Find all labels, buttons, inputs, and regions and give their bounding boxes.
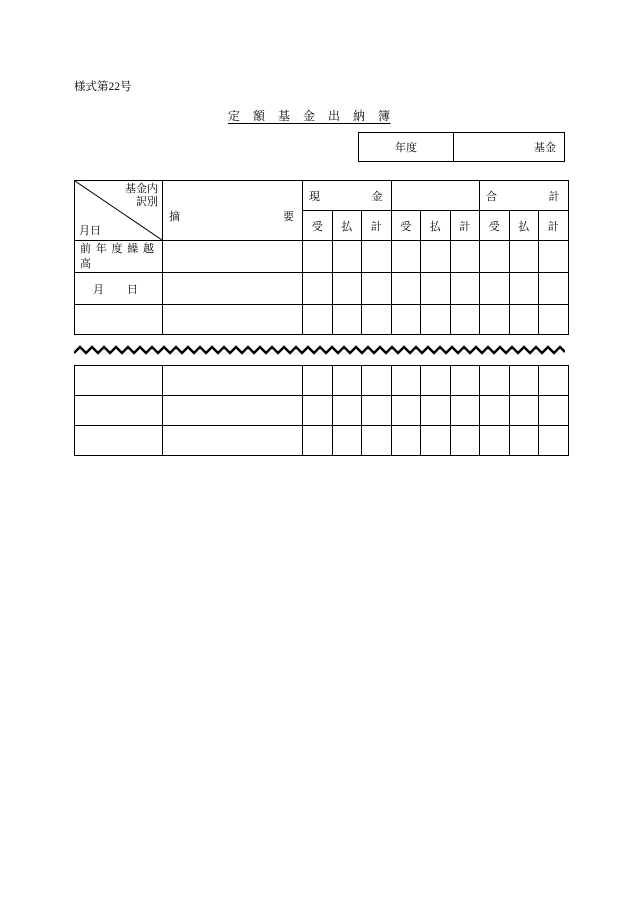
subheader-blank-receipt: 受 (391, 211, 421, 241)
cell-cash-receipt[interactable] (303, 366, 333, 396)
subheader-total-payment: 払 (509, 211, 539, 241)
subheader-cash-payment: 払 (332, 211, 362, 241)
cell-cash-payment[interactable] (332, 396, 362, 426)
cell-total-receipt[interactable] (480, 426, 510, 456)
cell-cash-receipt[interactable] (303, 241, 333, 273)
table-row (75, 426, 569, 456)
subheader-blank-payment: 払 (421, 211, 451, 241)
table-row (75, 241, 569, 273)
row-blank-label[interactable] (75, 305, 163, 335)
cell-blank-total[interactable] (450, 426, 480, 456)
ledger-table-continued (74, 365, 569, 456)
header-corner-cell (75, 181, 163, 241)
cell-cash-receipt[interactable] (303, 273, 333, 305)
group-total-label-left: 合 (486, 191, 498, 203)
cell-total-payment[interactable] (509, 396, 539, 426)
cell-blank-receipt[interactable] (391, 305, 421, 335)
table-row (75, 366, 569, 396)
cell-blank-receipt[interactable] (391, 426, 421, 456)
cell-blank-receipt[interactable] (391, 396, 421, 426)
cell-total-total[interactable] (539, 426, 569, 456)
group-cash-label-left: 現 (309, 191, 320, 203)
header-group-total (480, 181, 569, 211)
form-number: 様式第22号 (74, 81, 132, 93)
cell-total-receipt[interactable] (480, 273, 510, 305)
cell-blank-total[interactable] (450, 366, 480, 396)
cell-blank-payment[interactable] (421, 366, 451, 396)
cell-description[interactable] (163, 396, 303, 426)
carryover-text: 前 年 度 繰 越 高 (80, 243, 155, 270)
year-label: 年度 (395, 142, 417, 154)
cell-cash-payment[interactable] (332, 366, 362, 396)
group-total-label-right: 計 (548, 191, 560, 203)
page-title: 定 額 基 金 出 納 簿 (228, 109, 391, 123)
cell-blank-total[interactable] (450, 273, 480, 305)
cell-total-payment[interactable] (509, 366, 539, 396)
cell-blank-total[interactable] (450, 305, 480, 335)
cell-blank-receipt[interactable] (391, 241, 421, 273)
cell-total-total[interactable] (539, 396, 569, 426)
cell-blank-payment[interactable] (421, 396, 451, 426)
cell-blank-total[interactable] (450, 241, 480, 273)
table-header-row-1 (75, 181, 569, 211)
cell-description[interactable] (163, 305, 303, 335)
cell-cash-total[interactable] (362, 273, 392, 305)
cell-description[interactable] (163, 426, 303, 456)
cell-blank-payment[interactable] (421, 426, 451, 456)
row-carryover-label (75, 241, 163, 273)
row-monthday-label: 月 日 (75, 273, 163, 305)
cell-total-payment[interactable] (509, 241, 539, 273)
cell-total-total[interactable] (539, 241, 569, 273)
cell-total-payment[interactable] (509, 426, 539, 456)
cell-blank-payment[interactable] (421, 273, 451, 305)
cell-cash-total[interactable] (362, 426, 392, 456)
cell-total-payment[interactable] (509, 305, 539, 335)
table-row (75, 305, 569, 335)
cell-cash-total[interactable] (362, 241, 392, 273)
corner-label-lower: 月日 (79, 225, 101, 237)
cell-description[interactable] (163, 366, 303, 396)
cell-cash-receipt[interactable] (303, 396, 333, 426)
cell-blank-payment[interactable] (421, 241, 451, 273)
cell-cash-payment[interactable] (332, 426, 362, 456)
cell-total-receipt[interactable] (480, 366, 510, 396)
header-group-blank (391, 181, 480, 211)
year-field[interactable] (359, 133, 454, 161)
subheader-total-receipt: 受 (480, 211, 510, 241)
ledger-table-main (74, 180, 569, 335)
cell-total-receipt[interactable] (480, 305, 510, 335)
cell-cash-total[interactable] (362, 396, 392, 426)
cell-cash-total[interactable] (362, 305, 392, 335)
group-cash-label-right: 金 (371, 191, 383, 203)
subheader-cash-receipt: 受 (303, 211, 333, 241)
cell-cash-payment[interactable] (332, 305, 362, 335)
cell-date[interactable] (75, 396, 163, 426)
cell-blank-receipt[interactable] (391, 366, 421, 396)
table-row (75, 273, 569, 305)
cell-cash-receipt[interactable] (303, 305, 333, 335)
description-label-left: 摘 (169, 211, 180, 223)
cell-total-total[interactable] (539, 366, 569, 396)
cell-cash-payment[interactable] (332, 241, 362, 273)
cell-total-payment[interactable] (509, 273, 539, 305)
cell-blank-payment[interactable] (421, 305, 451, 335)
cell-total-receipt[interactable] (480, 396, 510, 426)
description-label-right: 要 (283, 211, 294, 223)
table-row (75, 396, 569, 426)
cell-cash-total[interactable] (362, 366, 392, 396)
cell-total-total[interactable] (539, 305, 569, 335)
fund-field[interactable] (454, 133, 564, 161)
header-group-cash (303, 181, 392, 211)
cell-cash-receipt[interactable] (303, 426, 333, 456)
cell-total-total[interactable] (539, 273, 569, 305)
corner-label-upper: 基金内 訳別 (125, 183, 158, 208)
cell-date[interactable] (75, 366, 163, 396)
header-description-cell (163, 181, 303, 241)
subheader-total-total: 計 (539, 211, 569, 241)
cell-total-receipt[interactable] (480, 241, 510, 273)
page-break-zigzag-icon (74, 344, 565, 356)
year-fund-box (358, 132, 565, 162)
cell-description[interactable] (163, 241, 303, 273)
subheader-blank-total: 計 (450, 211, 480, 241)
subheader-cash-total: 計 (362, 211, 392, 241)
cell-blank-total[interactable] (450, 396, 480, 426)
fund-label: 基金 (534, 142, 556, 154)
cell-date[interactable] (75, 426, 163, 456)
cell-blank-receipt[interactable] (391, 273, 421, 305)
cell-cash-payment[interactable] (332, 273, 362, 305)
cell-description[interactable] (163, 273, 303, 305)
